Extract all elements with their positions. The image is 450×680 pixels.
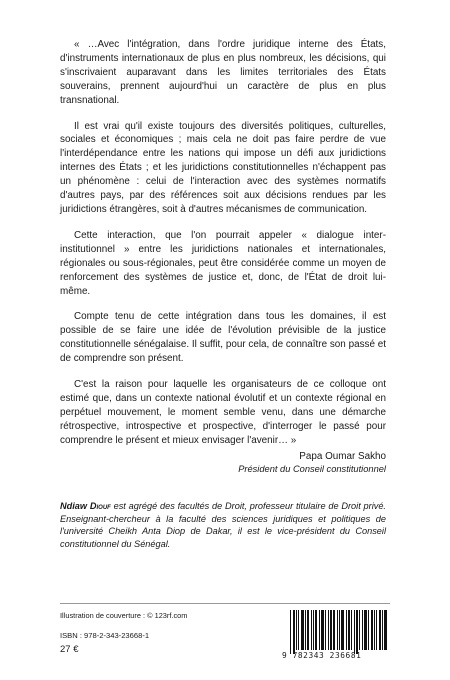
barcode-bar: [298, 610, 299, 650]
barcode-bar: [374, 610, 375, 650]
barcode-bar: [362, 610, 363, 650]
isbn: ISBN : 978-2-343-23668-1: [60, 631, 150, 640]
quote-paragraph-5: C'est la raison pour laquelle les organisateurs de ce colloque ont estimé que, dans un contexte national évolutif et un contexte régional en perpétuel mouvement, le moment semble venu, dans une démarche rétrospective, introspective et prospective, d'interroger le passé pour comprendre le présent et mieux envisager l'avenir… »: [60, 379, 386, 446]
barcode-bar: [384, 610, 387, 650]
quote-paragraph-3: Cette interaction, que l'on pourrait appeler « dialogue inter-institutionnel » entre les juridictions nationales et internationales, régionales ou sous-régionales, peut être considérée comme un moyen de renforcement des systèmes de justice et, donc, de l'État de droit lui-même.: [60, 229, 386, 297]
barcode-bar: [354, 610, 355, 654]
quote-paragraph-1: « …Avec l'intégration, dans l'ordre juridique interne des États, d'instruments internationaux de plus en plus nombreux, les décisions, qui s'inscrivaient auparavant dans les limites territoriales des États souverains, prennent aujourd'hui un caractère de plus en plus transnational.: [60, 39, 386, 106]
author-bio-text: est agrégé des facultés de Droit, professeur titulaire de Droit privé. Enseignant-chercheur à la faculté des sciences juridiques et politiques de l'université Cheikh Anta Diop de Dakar, il est le vice-président du Conseil constitutionnel du Sénégal.: [60, 501, 386, 549]
barcode-bar: [376, 610, 377, 650]
author-last-name: Diouf: [89, 501, 111, 511]
barcode-bar: [359, 610, 360, 650]
cover-credit: Illustration de couverture : © 123rf.com: [60, 611, 188, 620]
barcode-bar: [348, 610, 350, 650]
barcode-bar: [307, 610, 309, 650]
barcode-bar: [315, 610, 317, 650]
barcode-bars: [290, 610, 390, 652]
author-bio: [60, 500, 386, 550]
quote-paragraph-2: Il est vrai qu'il existe toujours des diversités politiques, culturelles, sociales et économiques ; mais cela ne doit pas faire perdre de vue l'interdépendance entre les nations qui impose un défi aux juridictions internes des États ; et les juridictions constitutionnelles n'échappent pas un phénomène : celui de l'interaction avec des systèmes normatifs d'autres pays, par des références soit aux décisions rendues par les juridictions étrangères, soit à d'autres mécanismes de communication.: [60, 120, 386, 215]
barcode-bar: [382, 610, 383, 650]
barcode-bar: [328, 610, 329, 650]
barcode-bar: [305, 610, 306, 650]
signature-role: Président du Conseil constitutionnel: [238, 463, 386, 474]
author-first-name: Ndiaw: [60, 501, 88, 511]
barcode-bar: [333, 610, 335, 650]
barcode-bar: [311, 610, 312, 650]
signature-name: Papa Oumar Sakho: [299, 450, 386, 462]
barcode-bar: [325, 610, 326, 650]
barcode-bar: [321, 610, 324, 650]
barcode-bar: [290, 610, 291, 654]
barcode-bar: [346, 610, 347, 650]
quote-paragraph-4: Compte tenu de cette intégration dans tous les domaines, il est possible de se faire une idée de l'évolution prévisible de la justice constitutionnelle sénégalaise. Il suffit, pour cela, de connaître son passé et de comprendre son présent.: [60, 311, 386, 365]
barcode: [282, 610, 390, 662]
barcode-bar: [379, 610, 381, 650]
barcode-bar: [337, 610, 338, 650]
barcode-bar: [368, 610, 369, 650]
price: 27 €: [60, 644, 79, 655]
divider: [60, 603, 390, 604]
barcode-bar: [293, 610, 295, 654]
barcode-bar: [371, 610, 373, 650]
barcode-bar: [351, 610, 352, 650]
barcode-bar: [364, 610, 367, 650]
author-name: [60, 501, 111, 511]
barcode-bar: [313, 610, 314, 650]
back-cover-text: [60, 38, 386, 476]
barcode-bar: [330, 610, 332, 650]
barcode-bar: [319, 610, 320, 650]
barcode-bar: [356, 610, 358, 654]
barcode-bar: [341, 610, 344, 650]
barcode-bar: [339, 610, 340, 650]
barcode-digits: 9 782343 236681: [282, 651, 362, 660]
barcode-bar: [296, 610, 297, 650]
barcode-bar: [301, 610, 304, 650]
